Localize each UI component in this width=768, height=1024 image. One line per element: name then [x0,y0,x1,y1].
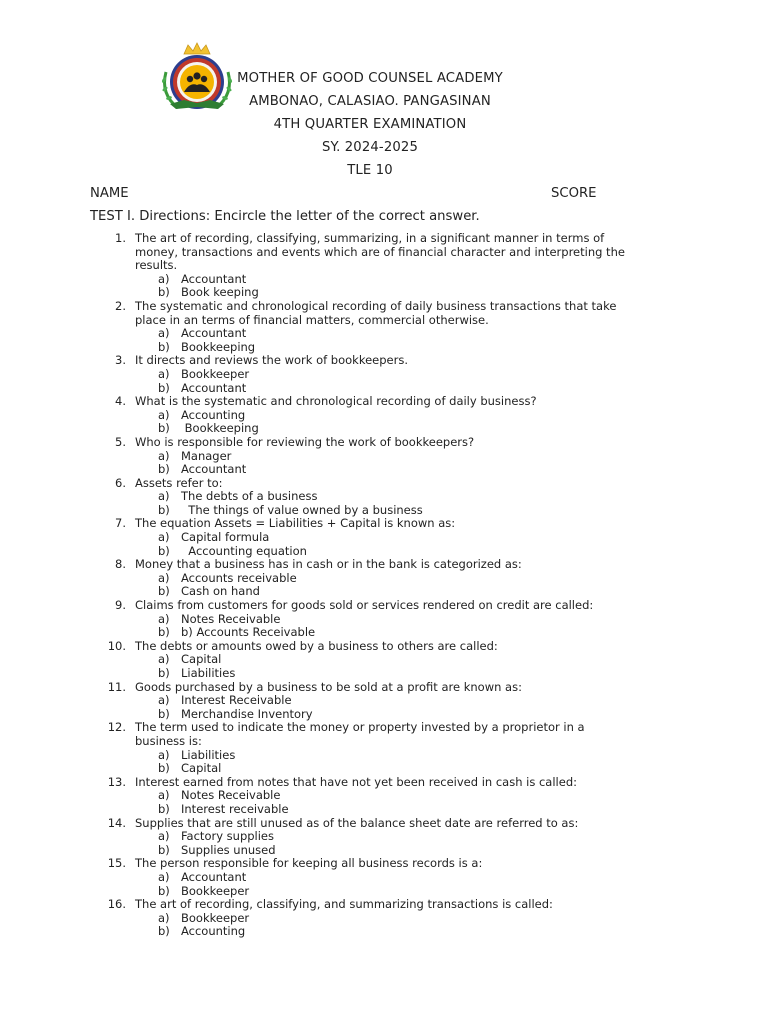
answer-option[interactable] [90,368,680,382]
answer-option[interactable] [90,653,680,667]
option-text: Capital formula [181,530,270,545]
question-number: 7. [115,516,126,531]
answer-option[interactable] [90,749,680,763]
option-letter: a) [158,829,170,844]
option-text: Accounting [181,924,246,939]
question-text-line: business is: [135,733,202,748]
question-item [90,898,680,912]
answer-option[interactable] [90,925,680,939]
option-text: Accounting [181,407,246,422]
question-item [90,354,680,368]
option-text: b) Accounts Receivable [181,625,316,640]
option-letter: b) [158,883,170,898]
question-text-line: Who is responsible for reviewing the work of bookkeepers? [135,434,475,449]
score-label: SCORE [551,186,597,201]
option-text: Accountant [181,326,247,341]
answer-option[interactable] [90,572,680,586]
question-item [90,776,680,790]
answer-option[interactable] [90,490,680,504]
question-text-line: Interest earned from notes that have not yet been received in cash is called: [135,774,577,789]
answer-option[interactable] [90,409,680,423]
answer-option[interactable] [90,341,680,355]
question-text-line: The debts or amounts owed by a business to others are called: [135,638,498,653]
question-text-line: Goods purchased by a business to be sold at a profit are known as: [135,679,522,694]
option-text: Interest receivable [181,801,289,816]
question-text-line: The equation Assets = Liabilities + Capital is known as: [135,516,456,531]
question-text-line: place in an terms of financial matters, commercial otherwise. [135,312,489,327]
answer-option[interactable] [90,613,680,627]
school-address: AMBONAO, CALASIAO. PANGASINAN [249,94,491,109]
option-letter: a) [158,326,170,341]
subject: TLE 10 [347,163,393,178]
option-text: Notes Receivable [181,611,281,626]
question-number: 13. [107,774,126,789]
question-list [90,232,680,939]
option-text: Bookkeeper [181,366,250,381]
question-text-line: The art of recording, classifying, summarizing, in a significant manner in terms of [135,231,605,245]
option-letter: b) [158,380,170,395]
question-text-line: The systematic and chronological recording of daily business transactions that take [135,298,617,313]
option-letter: b) [158,706,170,721]
question-item [90,395,680,409]
answer-option[interactable] [90,327,680,341]
option-text: Bookkeeping [181,421,259,436]
option-letter: b) [158,285,170,300]
name-label: NAME [90,186,129,201]
option-text: Bookkeeper [181,910,250,925]
answer-option[interactable] [90,382,680,396]
question-text-line: results. [135,258,178,273]
question-number: 2. [115,298,126,313]
option-text: Interest Receivable [181,693,292,708]
option-text: Book keeping [181,285,259,300]
question-number: 16. [107,897,126,912]
question-item [90,300,680,327]
option-text: Capital [181,761,222,776]
question-item [90,232,680,273]
question-item [90,517,680,531]
option-letter: b) [158,339,170,354]
option-text: Capital [181,652,222,667]
answer-option[interactable] [90,789,680,803]
option-letter: b) [158,666,170,680]
option-letter: b) [158,801,170,816]
option-text: Bookkeeper [181,883,250,898]
option-letter: a) [158,448,170,463]
question-text-line: Supplies that are still unused as of the balance sheet date are referred to as: [135,815,579,830]
question-text-line: Money that a business has in cash or in the bank is categorized as: [135,557,522,572]
answer-option[interactable] [90,708,680,722]
answer-option[interactable] [90,450,680,464]
option-text: Supplies unused [181,842,276,857]
answer-option[interactable] [90,626,680,640]
question-number: 4. [115,394,126,409]
question-item [90,857,680,871]
option-text: Accounts receivable [181,570,297,585]
option-letter: a) [158,788,170,803]
option-letter: a) [158,910,170,925]
option-letter: b) [158,761,170,776]
option-letter: b) [158,924,170,939]
question-item [90,436,680,450]
school-year: SY. 2024-2025 [322,140,418,155]
answer-option[interactable] [90,803,680,817]
option-letter: a) [158,611,170,626]
test-directions: TEST I. Directions: Encircle the letter of the correct answer. [90,209,480,224]
question-text-line: The art of recording, classifying, and summarizing transactions is called: [135,897,553,912]
option-text: Notes Receivable [181,788,281,803]
answer-option[interactable] [90,830,680,844]
option-letter: b) [158,842,170,857]
question-number: 11. [107,679,126,694]
option-text: Cash on hand [181,584,260,599]
option-letter: a) [158,869,170,884]
question-text-line: What is the systematic and chronological recording of daily business? [135,394,537,409]
question-number: 9. [115,598,126,613]
answer-option[interactable] [90,585,680,599]
question-text-line: money, transactions and events which are of financial character and interpreting the [135,244,625,259]
question-number: 10. [107,638,126,653]
question-number: 12. [107,720,126,735]
answer-option[interactable] [90,885,680,899]
school-name: MOTHER OF GOOD COUNSEL ACADEMY [237,71,503,86]
question-item [90,477,680,491]
answer-option[interactable] [90,273,680,287]
question-number: 1. [115,231,126,245]
option-letter: b) [158,502,170,517]
option-text: Liabilities [181,747,236,762]
answer-option[interactable] [90,545,680,559]
option-letter: a) [158,489,170,504]
question-item [90,599,680,613]
question-item [90,681,680,695]
option-text: Accounting equation [181,543,307,558]
option-letter: b) [158,584,170,599]
question-text-line: Claims from customers for goods sold or services rendered on credit are called: [135,598,594,613]
question-number: 3. [115,353,126,368]
option-letter: b) [158,421,170,436]
question-number: 6. [115,475,126,490]
option-letter: b) [158,543,170,558]
option-text: Accountant [181,462,247,477]
question-item [90,640,680,654]
question-item [90,721,680,748]
question-number: 15. [107,856,126,871]
question-text-line: Assets refer to: [135,475,223,490]
answer-option[interactable] [90,871,680,885]
option-letter: a) [158,366,170,381]
option-text: Merchandise Inventory [181,706,313,721]
question-text-line: The person responsible for keeping all business records is a: [135,856,483,871]
question-number: 8. [115,557,126,572]
option-text: Accountant [181,271,247,286]
question-item [90,558,680,572]
answer-option[interactable] [90,422,680,436]
option-text: Factory supplies [181,829,274,844]
answer-option[interactable] [90,504,680,518]
option-letter: a) [158,407,170,422]
question-item [90,817,680,831]
question-number: 14. [107,815,126,830]
option-letter: a) [158,747,170,762]
option-text: Accountant [181,380,247,395]
exam-title: 4TH QUARTER EXAMINATION [273,117,467,132]
question-text-line: The term used to indicate the money or property invested by a proprietor in a [135,720,585,735]
option-text: The things of value owned by a business [181,502,423,517]
option-letter: a) [158,530,170,545]
option-text: Liabilities [181,666,236,680]
option-text: Manager [181,448,232,463]
option-letter: a) [158,652,170,667]
option-letter: a) [158,570,170,585]
answer-option[interactable] [90,286,680,300]
answer-option[interactable] [90,912,680,926]
option-letter: b) [158,625,170,640]
answer-option[interactable] [90,463,680,477]
answer-option[interactable] [90,531,680,545]
option-letter: a) [158,693,170,708]
option-text: Accountant [181,869,247,884]
answer-option[interactable] [90,762,680,776]
answer-option[interactable] [90,667,680,681]
answer-option[interactable] [90,844,680,858]
name-score-row [90,186,610,201]
answer-option[interactable] [90,694,680,708]
option-text: The debts of a business [181,489,318,504]
question-number: 5. [115,434,126,449]
option-text: Bookkeeping [181,339,256,354]
option-letter: b) [158,462,170,477]
question-text-line: It directs and reviews the work of bookkeepers. [135,353,408,368]
option-letter: a) [158,271,170,286]
